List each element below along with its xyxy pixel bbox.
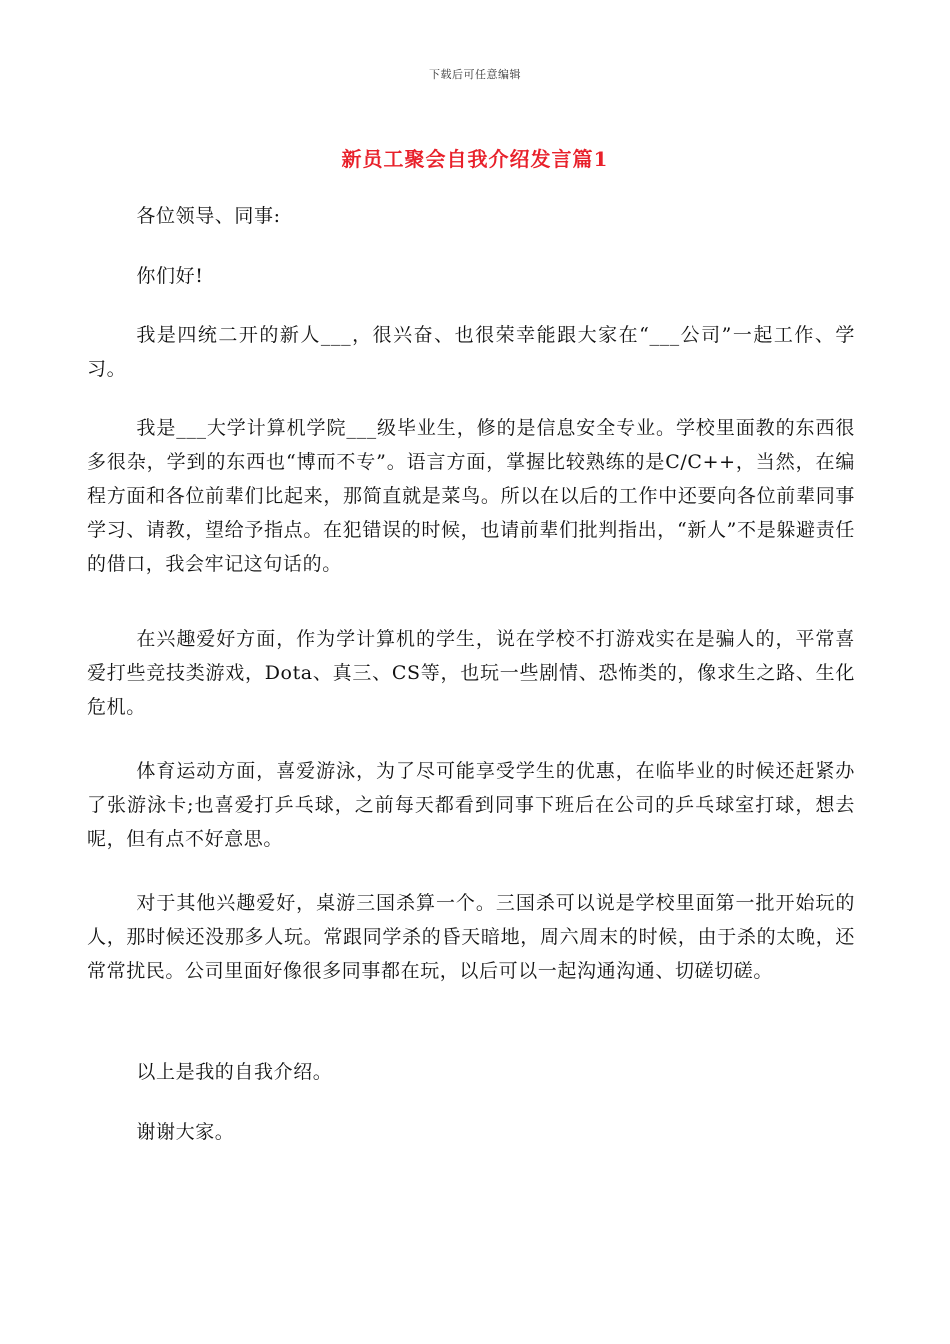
body-paragraph-sports bbox=[87, 754, 855, 856]
body-paragraph-hobbies bbox=[87, 622, 855, 724]
paragraph-text: 我是___大学计算机学院___级毕业生，修的是信息安全专业。学校里面教的东西很多很杂，学到的东西也“博而不专”。语言方面，掌握比较熟练的是C/C++，当然，在编程方面和各位前辈们比起来，那简直就是菜鸟。所以在以后的工作中还要向各位前辈同事学习、请教，望给予指点。在犯错误的时候，也请前辈们批判指出，“新人”不是躲避责任的借口，我会牢记这句话的。 bbox=[87, 417, 855, 575]
paragraph-text: 谢谢大家。 bbox=[136, 1121, 235, 1143]
paragraph-text: 在兴趣爱好方面，作为学计算机的学生，说在学校不打游戏实在是骗人的，平常喜爱打些竞技类游戏，Dota、真三、CS等，也玩一些剧情、恐怖类的，像求生之路、生化危机。 bbox=[87, 628, 855, 718]
paragraph-text: 你们好! bbox=[136, 265, 204, 287]
document-title: 新员工聚会自我介绍发言篇1 bbox=[341, 147, 609, 171]
body-paragraph-thanks bbox=[87, 1115, 855, 1149]
paragraph-text: 我是四统二开的新人___，很兴奋、也很荣幸能跟大家在“___公司”一起工作、学习。 bbox=[87, 324, 855, 380]
header-note: 下载后可任意编辑 bbox=[429, 68, 521, 81]
paragraph-text: 以上是我的自我介绍。 bbox=[136, 1061, 333, 1083]
paragraph-text: 各位领导、同事: bbox=[136, 205, 281, 227]
paragraph-text: 体育运动方面，喜爱游泳，为了尽可能享受学生的优惠，在临毕业的时候还赶紧办了张游泳卡;也喜爱打乒乓球，之前每天都看到同事下班后在公司的乒乓球室打球，想去呢，但有点不好意思。 bbox=[87, 760, 855, 850]
paragraph-text: 对于其他兴趣爱好，桌游三国杀算一个。三国杀可以说是学校里面第一批开始玩的人，那时候还没那多人玩。常跟同学杀的昏天暗地，周六周末的时候，由于杀的太晚，还常常扰民。公司里面好像很多同事都在玩，以后可以一起沟通沟通、切磋切磋。 bbox=[87, 892, 855, 982]
body-paragraph-hello bbox=[87, 259, 855, 293]
body-paragraph-closing bbox=[87, 1055, 855, 1089]
body-paragraph-other-hobbies bbox=[87, 886, 855, 988]
body-paragraph-greeting bbox=[87, 199, 855, 233]
body-paragraph-education bbox=[87, 411, 855, 581]
body-paragraph-intro bbox=[87, 318, 855, 386]
